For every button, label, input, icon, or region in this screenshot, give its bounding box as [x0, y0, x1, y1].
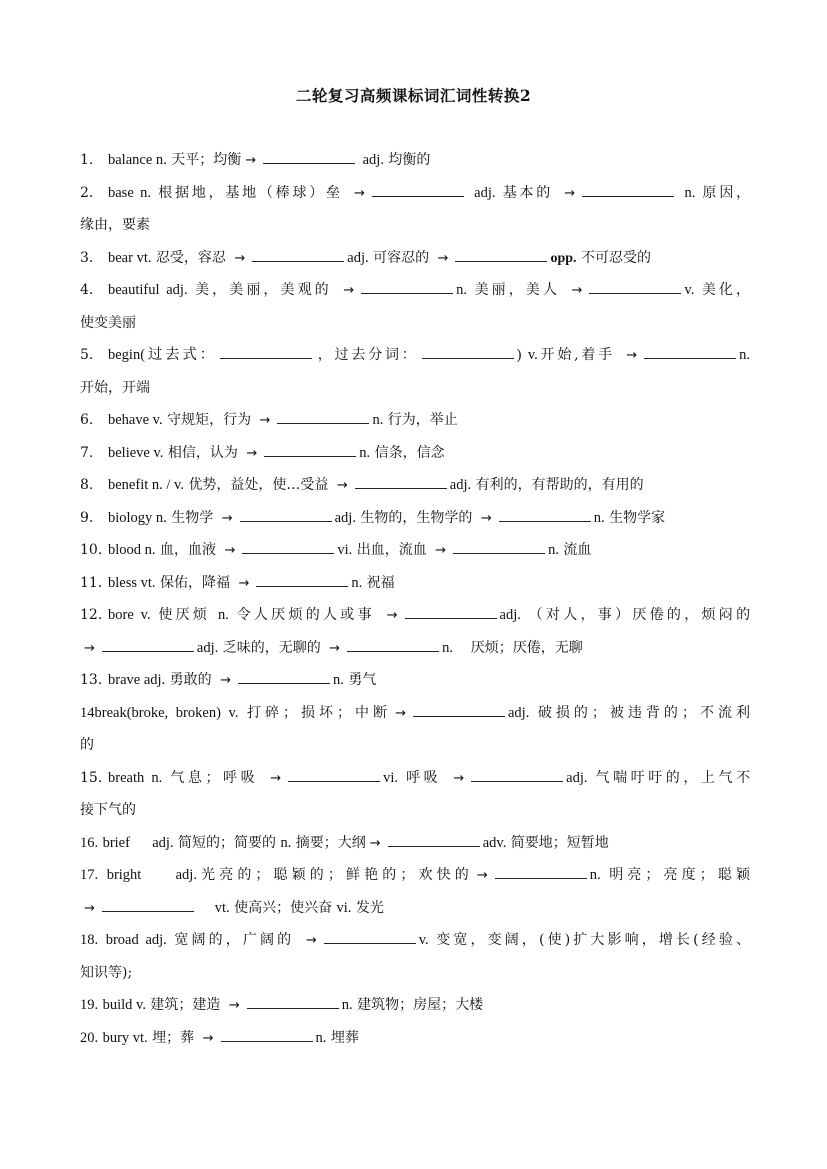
answer-blank[interactable]	[347, 637, 439, 652]
arrow-icon: →	[354, 185, 365, 201]
answer-blank[interactable]	[589, 279, 681, 294]
list-item-continued: 开始，开端	[80, 379, 150, 396]
list-item: 2. base n. 根据地，基地（棒球）垒 → adj. 基本的 → n. 原因，	[80, 179, 750, 212]
list-item-continued: 的	[80, 737, 94, 753]
arrow-icon: →	[369, 835, 381, 851]
list-item-continued: 接下气的	[80, 802, 136, 818]
arrow-icon: →	[571, 283, 583, 298]
answer-blank[interactable]	[455, 247, 547, 262]
arrow-icon: →	[228, 998, 240, 1013]
arrow-icon: →	[395, 705, 406, 721]
list-item: 14break(broke, broken) v. 打碎；损坏；中断 → adj. 破损的；被违背的；不流利	[80, 699, 750, 732]
arrow-icon: →	[476, 868, 488, 883]
arrow-icon: →	[202, 1030, 214, 1046]
answer-blank[interactable]	[240, 507, 332, 522]
list-item: 13. brave adj. 勇敢的 → n. 勇气	[80, 666, 750, 699]
arrow-icon: →	[246, 445, 258, 461]
answer-blank[interactable]	[242, 539, 334, 554]
list-item: 3. bear vt. 忍受，容忍 → adj. 可容忍的 → opp. 不可忍受的	[80, 244, 750, 277]
answer-blank[interactable]	[422, 344, 514, 359]
list-item: 11. bless vt. 保佑，降福 → n. 祝福	[80, 569, 750, 602]
answer-blank[interactable]	[495, 864, 587, 879]
list-item: 10. blood n. 血，血液 → vi. 出血，流血 → n. 流血	[80, 536, 750, 569]
list-item: 6. behave v. 守规矩，行为 → n. 行为，举止	[80, 406, 750, 439]
list-item: 17. bright adj.光亮的；聪颖的；鲜艳的；欢快的 → n. 明亮；亮度；聪颖	[80, 861, 750, 894]
list-item-continued: → vt. 使高兴；使兴奋 vi. 发光	[80, 894, 750, 927]
list-item: 1. balance n. 天平；均衡 → adj. 均衡的	[80, 146, 750, 179]
answer-blank[interactable]	[644, 344, 736, 359]
answer-blank[interactable]	[263, 149, 355, 164]
arrow-icon: →	[245, 153, 257, 168]
list-item: 20. bury vt. 埋；葬 → n. 埋葬	[80, 1024, 750, 1057]
arrow-icon: →	[224, 543, 236, 558]
arrow-icon: →	[270, 770, 282, 786]
list-item: 5. begin(过去式： ，过去分词： ) v.开始,着手 → n.	[80, 341, 750, 374]
answer-blank[interactable]	[277, 409, 369, 424]
answer-blank[interactable]	[453, 539, 545, 554]
answer-blank[interactable]	[247, 994, 339, 1009]
answer-blank[interactable]	[499, 507, 591, 522]
arrow-icon: →	[220, 673, 231, 688]
answer-blank[interactable]	[220, 344, 312, 359]
answer-blank[interactable]	[238, 669, 330, 684]
list-item: 8. benefit n. / v. 优势，益处，使…受益 → adj. 有利的，有帮助的，有用的	[80, 471, 750, 504]
answer-blank[interactable]	[372, 182, 464, 197]
list-item-continued: 缘由，要素	[80, 217, 150, 233]
arrow-icon: →	[221, 510, 233, 526]
arrow-icon: →	[435, 543, 447, 558]
arrow-icon: →	[84, 640, 95, 656]
answer-blank[interactable]	[324, 929, 416, 944]
answer-blank[interactable]	[252, 247, 344, 262]
arrow-icon: →	[238, 575, 250, 591]
list-item: 16. brief adj. 简短的；简要的 n. 摘要；大纲 → adv. 简要地；短暂地	[80, 829, 750, 862]
arrow-icon: →	[626, 348, 638, 363]
list-item-continued: 使变美丽	[80, 314, 136, 331]
answer-blank[interactable]	[361, 279, 453, 294]
word-list	[80, 146, 750, 1056]
answer-blank[interactable]	[102, 637, 194, 652]
arrow-icon: →	[234, 250, 246, 266]
arrow-icon: →	[564, 185, 576, 201]
answer-blank[interactable]	[355, 474, 447, 489]
arrow-icon: →	[437, 250, 449, 266]
arrow-icon: →	[480, 510, 492, 526]
answer-blank[interactable]	[288, 767, 380, 782]
arrow-icon: →	[453, 770, 465, 786]
answer-blank[interactable]	[388, 832, 480, 847]
list-item: 15. breath n. 气息；呼吸 → vi. 呼吸 → adj. 气喘吁吁的，上气不	[80, 764, 750, 797]
arrow-icon: →	[305, 933, 317, 948]
answer-blank[interactable]	[413, 702, 505, 717]
arrow-icon: →	[336, 478, 348, 493]
answer-blank[interactable]	[405, 604, 497, 619]
answer-blank[interactable]	[102, 897, 194, 912]
list-item: 12. bore v. 使厌烦 n. 令人厌烦的人或事 → adj. （对人，事）厌倦的，烦闷的	[80, 601, 750, 634]
list-item: 9. biology n. 生物学 → adj. 生物的，生物学的 → n. 生物学家	[80, 504, 750, 537]
answer-blank[interactable]	[256, 572, 348, 587]
arrow-icon: →	[343, 283, 355, 298]
page-title: 二轮复习高频课标词汇词性转换2	[295, 86, 532, 105]
list-item-continued: → adj. 乏味的，无聊的 → n. 厌烦；厌倦，无聊	[80, 634, 750, 667]
arrow-icon: →	[329, 640, 341, 656]
list-item: 4. beautiful adj. 美，美丽，美观的 → n. 美丽，美人 → v. 美化，	[80, 276, 750, 309]
list-item: 18. broad adj. 宽阔的，广阔的 → v. 变宽，变阔，(使)扩大影响，增长(经验、	[80, 926, 750, 959]
answer-blank[interactable]	[471, 767, 563, 782]
answer-blank[interactable]	[264, 442, 356, 457]
arrow-icon: →	[259, 413, 271, 428]
answer-blank[interactable]	[221, 1027, 313, 1042]
list-item-continued: 知识等);	[80, 964, 133, 981]
arrow-icon: →	[386, 608, 398, 623]
list-item: 19. build v. 建筑；建造 → n. 建筑物；房屋；大楼	[80, 991, 750, 1024]
answer-blank[interactable]	[582, 182, 674, 197]
arrow-icon: →	[84, 900, 95, 916]
list-item: 7. believe v. 相信，认为 → n. 信条，信念	[80, 439, 750, 472]
